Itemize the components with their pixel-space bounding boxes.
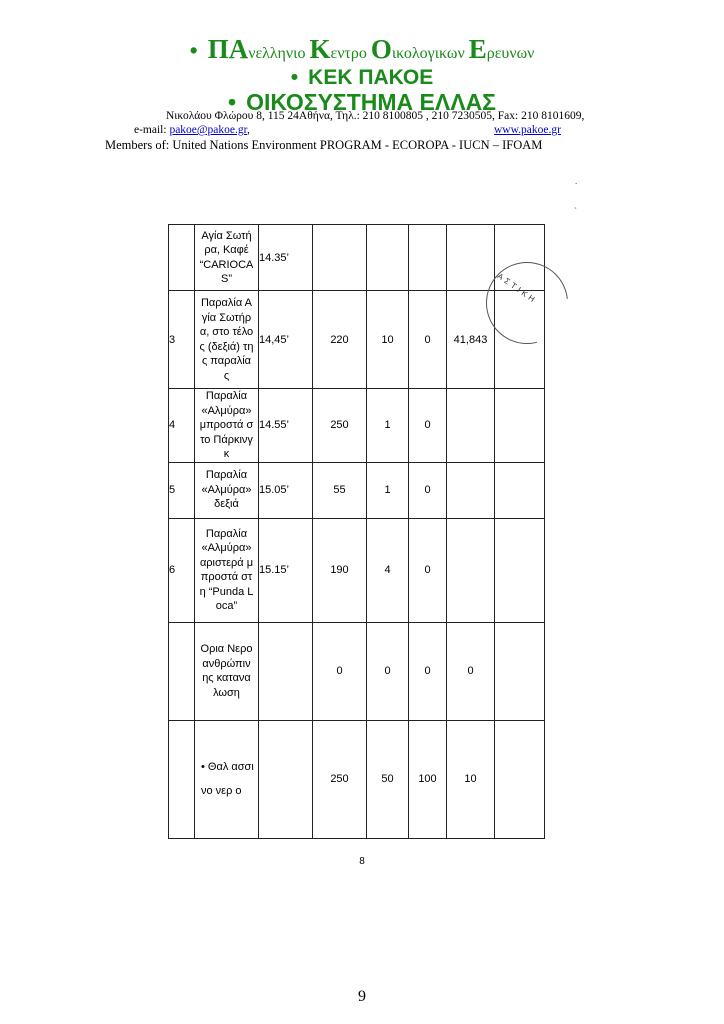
value-cell: 0 [313,622,367,720]
email-link[interactable]: pakoe@pakoe.gr [169,124,247,136]
value-cell: 10 [447,720,495,838]
time-cell [259,622,313,720]
value-cell [313,225,367,291]
time-cell: 14.35’ [259,225,313,291]
row-number: 4 [169,389,195,463]
org-name-segment: ικολογικων [391,45,469,62]
value-cell [447,389,495,463]
table-row [169,518,545,622]
value-cell: 0 [409,622,447,720]
org-name-text [207,34,535,64]
row-number [169,622,195,720]
org-name-segment: Κ [309,34,331,64]
row-number: 6 [169,518,195,622]
time-cell: 14,45’ [259,291,313,389]
org-name-ecosystem: ΟΙΚΟΣΥΣΤΗΜΑ ΕΛΛΑΣ [246,89,496,115]
value-cell: 1 [367,462,409,518]
value-cell: 10 [367,291,409,389]
time-cell: 14.55’ [259,389,313,463]
table-row [169,622,545,720]
location-text: Ορια Νερο ανθρώπινης καταναλωση [200,643,253,699]
bullet-icon: • [189,38,198,63]
value-cell [447,518,495,622]
org-name-segment: Ε [468,34,487,64]
address-line: Νικολάου Φλώρου 8, 115 24Αθήνα, Τηλ.: 210 8100805 , 210 7230505, Fax: 210 8101609, [166,110,585,122]
location-cell [195,291,259,389]
org-name-segment: Ο [370,34,392,64]
value-cell: 250 [313,720,367,838]
value-cell: 0 [409,291,447,389]
location-text: Αγία Σωτήρα, Καφέ “CARIOCAS” [199,229,254,285]
org-name-segment: εντρο [330,45,371,62]
org-name-segment: Α [228,34,249,64]
org-name-line2 [0,66,724,90]
org-name-segment: νελληνιο [248,45,310,62]
value-cell: 0 [367,622,409,720]
website-link[interactable]: www.pakoe.gr [494,124,561,136]
row-number [169,225,195,291]
value-cell: 41,843 [447,291,495,389]
table-row [169,225,545,291]
stamp-seal-text: ΑΣΤΙΚΗ [495,271,539,306]
row-number: 5 [169,462,195,518]
location-cell [195,462,259,518]
empty-cell [495,720,545,838]
value-cell: 0 [409,389,447,463]
time-cell: 15.05’ [259,462,313,518]
email-label: e-mail: [134,124,170,136]
table-row [169,389,545,463]
location-text: Παραλία «Αλμύρα» μπροστά στο Πάρκινγκ [199,390,254,460]
org-name-kek: ΚΕΚ ΠΑΚΟΕ [308,66,434,89]
table-row [169,462,545,518]
empty-cell [495,518,545,622]
value-cell: 190 [313,518,367,622]
location-cell [195,389,259,463]
page-number-outer: 9 [358,988,366,1005]
value-cell: 55 [313,462,367,518]
value-cell: 1 [367,389,409,463]
value-cell: 250 [313,389,367,463]
value-cell: 220 [313,291,367,389]
row-number: 3 [169,291,195,389]
value-cell: 0 [409,518,447,622]
value-cell: 0 [409,462,447,518]
location-text: Παραλία Αγία Σωτήρα, στο τέλος (δεξιά) της παραλίας [199,297,254,382]
table-row [169,720,545,838]
time-cell [259,720,313,838]
row-number [169,720,195,838]
value-cell: 50 [367,720,409,838]
location-text: Παραλία «Αλμύρα» δεξιά [201,469,252,511]
scan-speck: . [575,176,578,186]
bullet-icon: • [228,89,237,115]
email-row [134,124,250,136]
value-cell: 4 [367,518,409,622]
value-cell [447,225,495,291]
org-name-segment: Π [207,34,229,64]
location-cell [195,720,259,838]
empty-cell [495,389,545,463]
value-cell: 0 [447,622,495,720]
value-cell [367,225,409,291]
members-line: Members of: United Nations Environment PROGRAM - ECOROPA - IUCN – IFOAM [105,138,543,152]
time-cell: 15.15’ [259,518,313,622]
location-cell [195,622,259,720]
website-row [494,124,561,136]
location-cell [195,225,259,291]
empty-cell [495,462,545,518]
page-number-inner: 8 [359,856,365,867]
location-text: • Θαλ ασσι νο νερ ο [201,761,254,797]
org-name-segment: ρευνων [486,45,535,62]
value-cell [447,462,495,518]
empty-cell [495,622,545,720]
scan-speck: ` [574,206,577,216]
email-suffix: , [246,124,250,136]
value-cell [409,225,447,291]
org-name-line1 [0,34,724,65]
location-cell [195,518,259,622]
bullet-icon: • [290,66,299,89]
location-text: Παραλία «Αλμύρα» αριστερά μπροστά στη “Punda Loca” [199,527,254,612]
value-cell: 100 [409,720,447,838]
